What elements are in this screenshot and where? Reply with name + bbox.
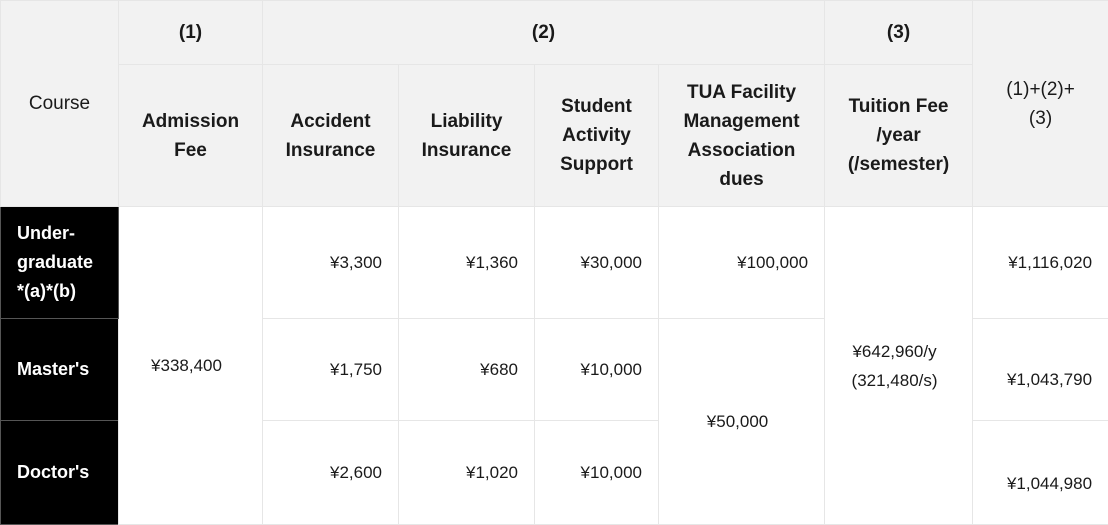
row-label-doctors: Doctor's bbox=[1, 421, 119, 525]
header-total: (1)+(2)+ (3) bbox=[973, 1, 1108, 207]
header-tuition-fee: Tuition Fee /year (/semester) bbox=[825, 65, 973, 207]
accident-insurance-cell: ¥3,300 bbox=[263, 207, 399, 319]
student-activity-cell: ¥10,000 bbox=[535, 421, 659, 525]
liability-insurance-cell: ¥680 bbox=[399, 319, 535, 421]
tuition-fee-cell: ¥642,960/y (321,480/s) bbox=[825, 207, 973, 525]
header-row-columns bbox=[1, 65, 1108, 207]
header-admission-fee: Admission Fee bbox=[119, 65, 263, 207]
header-group-3: (3) bbox=[825, 1, 973, 65]
student-activity-cell: ¥30,000 bbox=[535, 207, 659, 319]
header-course: Course bbox=[1, 1, 119, 207]
liability-insurance-cell: ¥1,360 bbox=[399, 207, 535, 319]
header-accident-insurance: Accident Insurance bbox=[263, 65, 399, 207]
accident-insurance-cell: ¥2,600 bbox=[263, 421, 399, 525]
row-label-undergraduate: Under- graduate *(a)*(b) bbox=[1, 207, 119, 319]
table-row-undergraduate bbox=[1, 207, 1108, 319]
total-cell: ¥1,044,980 bbox=[973, 421, 1108, 525]
student-activity-cell: ¥10,000 bbox=[535, 319, 659, 421]
header-row-groups bbox=[1, 1, 1108, 65]
total-cell: ¥1,116,020 bbox=[973, 207, 1108, 319]
header-liability-insurance: Liability Insurance bbox=[399, 65, 535, 207]
tua-dues-cell: ¥100,000 bbox=[659, 207, 825, 319]
admission-fee-cell: ¥338,400 bbox=[119, 207, 263, 525]
header-group-2: (2) bbox=[263, 1, 825, 65]
header-tua-dues: TUA Facility Management Association dues bbox=[659, 65, 825, 207]
accident-insurance-cell: ¥1,750 bbox=[263, 319, 399, 421]
tua-dues-grad-cell: ¥50,000 bbox=[659, 319, 825, 525]
liability-insurance-cell: ¥1,020 bbox=[399, 421, 535, 525]
header-student-activity-support: Student Activity Support bbox=[535, 65, 659, 207]
total-cell: ¥1,043,790 bbox=[973, 319, 1108, 421]
header-group-1: (1) bbox=[119, 1, 263, 65]
row-label-masters: Master's bbox=[1, 319, 119, 421]
